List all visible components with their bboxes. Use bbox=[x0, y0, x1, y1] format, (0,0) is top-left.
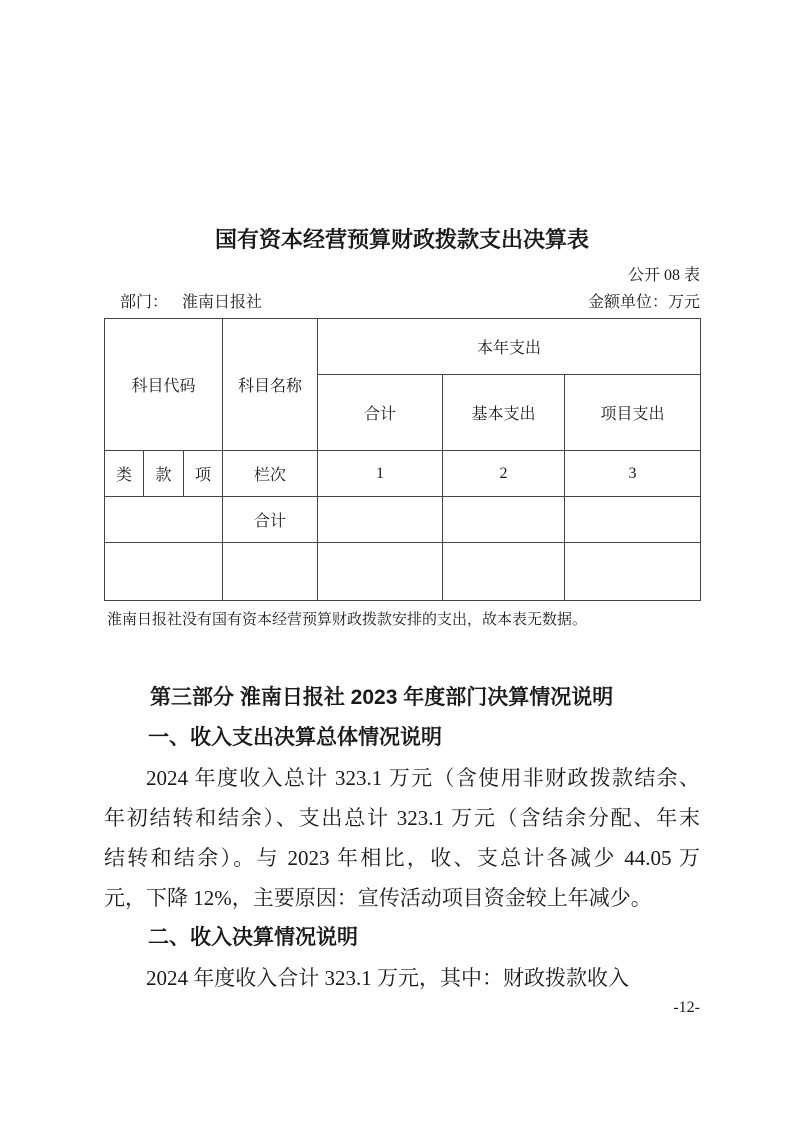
paragraph-line: 结转和结余）。与 2023 年相比，收、支总计各减少 44.05 万 bbox=[104, 846, 700, 870]
header-column-label: 栏次 bbox=[223, 451, 318, 497]
table-note: 淮南日报社没有国有资本经营预算财政拨款安排的支出，故本表无数据。 bbox=[107, 612, 588, 628]
budget-table bbox=[104, 318, 701, 601]
row-project-cell bbox=[565, 543, 701, 601]
header-col-3: 3 bbox=[565, 451, 701, 497]
row-basic-cell bbox=[443, 497, 565, 543]
paragraph-line: 年初结转和结余）、支出总计 323.1 万元（含结余分配、年末 bbox=[104, 806, 700, 830]
row-total-cell bbox=[318, 497, 443, 543]
row-total-cell bbox=[318, 543, 443, 601]
table-header-row-1 bbox=[105, 319, 701, 375]
table-meta-row bbox=[104, 293, 700, 313]
paragraph-line: 元，下降 12%，主要原因：宣传活动项目资金较上年减少。 bbox=[104, 886, 652, 910]
department-value: 淮南日报社 bbox=[182, 294, 263, 311]
row-name-cell: 合计 bbox=[223, 497, 318, 543]
header-subitem: 项 bbox=[184, 451, 223, 497]
table-header-row-3 bbox=[105, 451, 701, 497]
row-code-cell bbox=[105, 497, 223, 543]
row-project-cell bbox=[565, 497, 701, 543]
row-code-cell bbox=[105, 543, 223, 601]
page-title: 国有资本经营预算财政拨款支出决算表 bbox=[214, 227, 589, 252]
row-basic-cell bbox=[443, 543, 565, 601]
section-heading-1: 一、收入支出决算总体情况说明 bbox=[148, 726, 442, 749]
header-col-2: 2 bbox=[443, 451, 565, 497]
table-code-label: 公开 08 表 bbox=[627, 267, 700, 284]
header-class: 类 bbox=[105, 451, 144, 497]
part-heading: 第三部分 淮南日报社 2023 年度部门决算情况说明 bbox=[150, 686, 614, 709]
amount-unit-label: 金额单位：万元 bbox=[587, 294, 700, 311]
paragraph-line: 2024 年度收入总计 323.1 万元（含使用非财政拨款结余、 bbox=[146, 766, 700, 790]
header-current-year-expenditure: 本年支出 bbox=[318, 319, 701, 375]
header-item: 款 bbox=[144, 451, 184, 497]
table-row bbox=[105, 543, 701, 601]
header-col-1: 1 bbox=[318, 451, 443, 497]
department-field bbox=[104, 293, 262, 313]
header-total: 合计 bbox=[318, 375, 443, 451]
header-basic-expenditure: 基本支出 bbox=[443, 375, 565, 451]
department-label: 部门： bbox=[120, 294, 169, 311]
header-project-expenditure: 项目支出 bbox=[565, 375, 701, 451]
page-number: -12- bbox=[673, 999, 700, 1016]
row-name-cell bbox=[223, 543, 318, 601]
paragraph-line: 2024 年度收入合计 323.1 万元，其中：财政拨款收入 bbox=[146, 966, 629, 990]
section-heading-2: 二、收入决算情况说明 bbox=[148, 926, 358, 949]
header-subject-name: 科目名称 bbox=[223, 319, 318, 451]
section-three bbox=[104, 678, 700, 998]
table-row bbox=[105, 497, 701, 543]
header-subject-code: 科目代码 bbox=[105, 319, 223, 451]
